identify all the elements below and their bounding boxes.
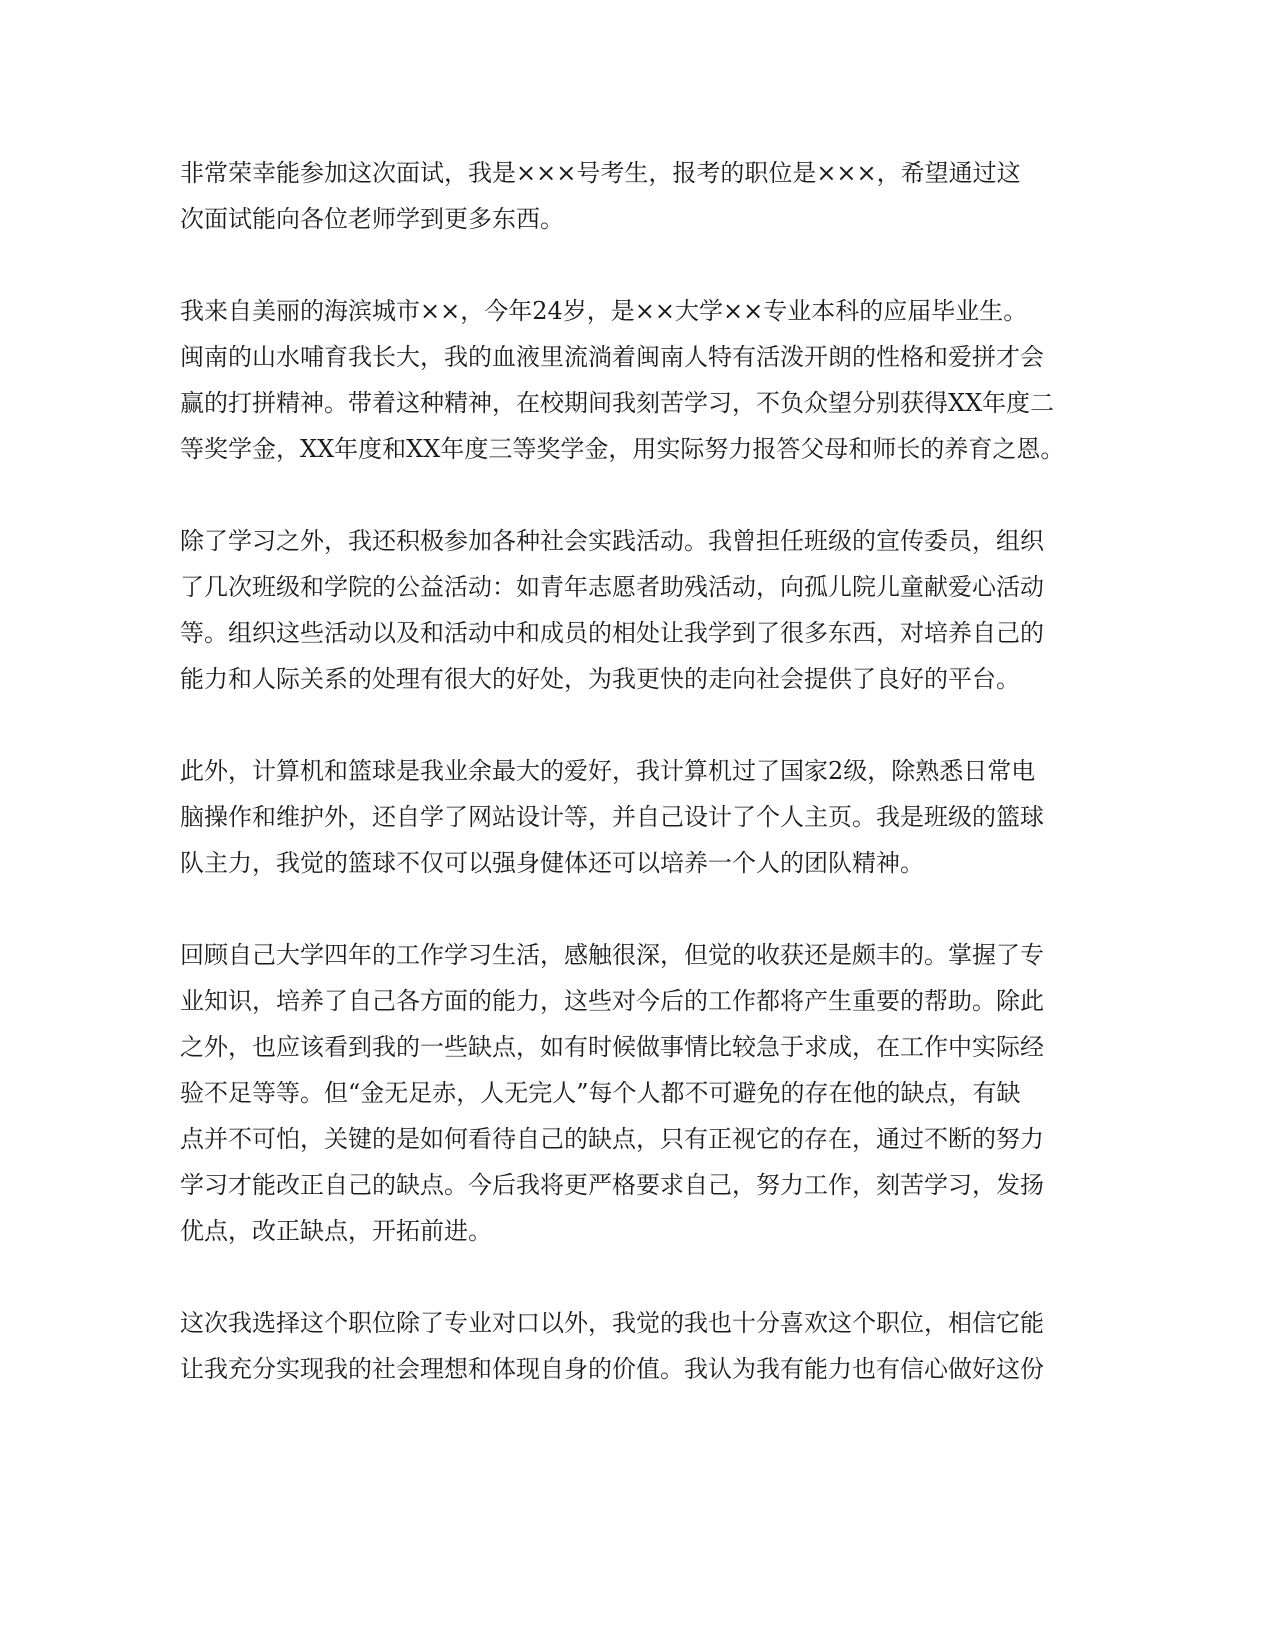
- paragraph-3: [180, 518, 1044, 702]
- text-line: 了几次班级和学院的公益活动：如青年志愿者助残活动，向孤儿院儿童献爱心活动: [180, 573, 1044, 601]
- paragraph-1: [180, 150, 1040, 242]
- text-line: 学习才能改正自己的缺点。今后我将更严格要求自己，努力工作，刻苦学习，发扬: [180, 1171, 1044, 1199]
- text-line: 点并不可怕，关键的是如何看待自己的缺点，只有正视它的存在，通过不断的努力: [180, 1125, 1044, 1153]
- text-line: 闽南的山水哺育我长大，我的血液里流淌着闽南人特有活泼开朗的性格和爱拼才会: [180, 343, 1044, 371]
- document-body: [180, 150, 1065, 1438]
- paragraph-4: [180, 748, 1044, 886]
- text-line: 优点，改正缺点，开拓前进。: [180, 1217, 492, 1245]
- paragraph-2: [180, 288, 1065, 472]
- text-line: 除了学习之外，我还积极参加各种社会实践活动。我曾担任班级的宣传委员，组织: [180, 527, 1044, 555]
- text-line: 次面试能向各位老师学到更多东西。: [180, 205, 564, 233]
- text-line: 之外，也应该看到我的一些缺点，如有时候做事情比较急于求成，在工作中实际经: [180, 1033, 1044, 1061]
- text-line: 等。组织这些活动以及和活动中和成员的相处让我学到了很多东西，对培养自己的: [180, 619, 1044, 647]
- text-line: 回顾自己大学四年的工作学习生活，感触很深，但觉的收获还是颇丰的。掌握了专: [180, 941, 1044, 969]
- text-line: 等奖学金，XX年度和XX年度三等奖学金，用实际努力报答父母和师长的养育之恩。: [180, 435, 1065, 463]
- text-line: 脑操作和维护外，还自学了网站设计等，并自己设计了个人主页。我是班级的篮球: [180, 803, 1044, 831]
- text-line: 非常荣幸能参加这次面试，我是×××号考生，报考的职位是×××，希望通过这: [180, 159, 1021, 187]
- text-line: 让我充分实现我的社会理想和体现自身的价值。我认为我有能力也有信心做好这份: [180, 1355, 1044, 1383]
- text-line: 队主力，我觉的篮球不仅可以强身健体还可以培养一个人的团队精神。: [180, 849, 924, 877]
- text-line: 我来自美丽的海滨城市××，今年24岁，是××大学××专业本科的应届毕业生。: [180, 297, 1028, 325]
- paragraph-6: [180, 1300, 1044, 1392]
- text-line: 这次我选择这个职位除了专业对口以外，我觉的我也十分喜欢这个职位，相信它能: [180, 1309, 1044, 1337]
- text-line: 此外，计算机和篮球是我业余最大的爱好，我计算机过了国家2级，除熟悉日常电: [180, 757, 1036, 785]
- text-line: 能力和人际关系的处理有很大的好处，为我更快的走向社会提供了良好的平台。: [180, 665, 1020, 693]
- text-line: 业知识，培养了自己各方面的能力，这些对今后的工作都将产生重要的帮助。除此: [180, 987, 1044, 1015]
- text-line: 赢的打拼精神。带着这种精神，在校期间我刻苦学习，不负众望分别获得XX年度二: [180, 389, 1055, 417]
- paragraph-5: [180, 932, 1044, 1254]
- text-line: 验不足等等。但“金无足赤，人无完人”每个人都不可避免的存在他的缺点，有缺: [180, 1079, 1021, 1107]
